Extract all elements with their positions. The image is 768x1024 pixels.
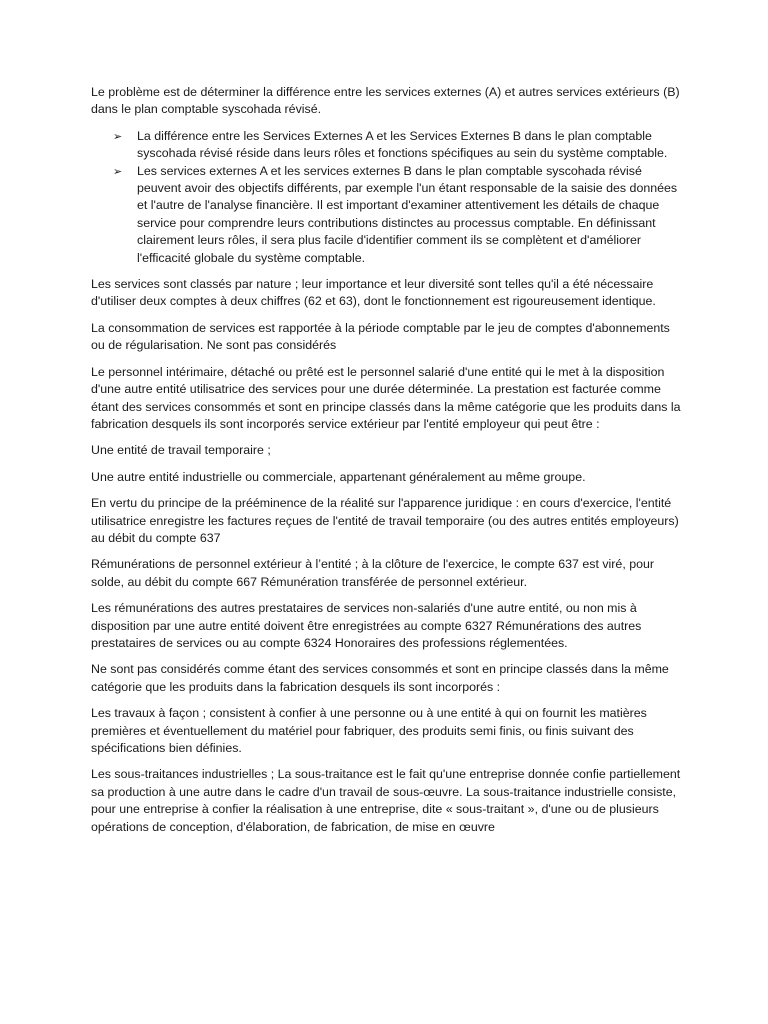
paragraph: Les sous-traitances industrielles ; La sous-traitance est le fait qu'une entreprise donnée confie partiellement sa production à une autre dans le cadre d'un travail de sous-œuvre. La sous-traitance industrielle consiste, pour une entreprise à confier la réalisation à une entreprise, dite « sous-traitant », d'une ou de plusieurs opérations de conception, d'élaboration, de fabrication, de mise en œuvre xyxy=(91,767,681,834)
paragraph: Les rémunérations des autres prestataires de services non-salariés d'une autre entité, ou non mis à disposition par une autre entité doivent être enregistrées au compte 6327 Rémunérations des autres prestataires de services ou au compte 6324 Honoraires des professions réglementées. xyxy=(91,601,642,650)
paragraph: En vertu du principe de la prééminence de la réalité sur l'apparence juridique : en cours d'exercice, l'entité utilisatrice enregistre les factures reçues de l'entité de travail temporaire (ou des autres entités employeurs) au débit du compte 637 xyxy=(91,496,679,545)
paragraph: La consommation de services est rapportée à la période comptable par le jeu de comptes d'abonnements ou de régularisation. Ne sont pas considérés xyxy=(91,320,670,353)
bullet-list xyxy=(91,128,683,267)
paragraph: Rémunérations de personnel extérieur à l’entité ; à la clôture de l'exercice, le compte 637 est viré, pour solde, au débit du compte 667 Rémunération transférée de personnel extérieur. xyxy=(91,557,654,589)
arrow-bullet-icon: ➢ xyxy=(113,164,123,178)
paragraph: Ne sont pas considérés comme étant des services consommés et sont en principe classés dans la même catégorie que les produits dans la fabrication desquels ils sont incorporés : xyxy=(91,662,669,694)
paragraph: Les services sont classés par nature ; leur importance et leur diversité sont telles qu'il a été nécessaire d'utiliser deux comptes à deux chiffres (62 et 63), dont le fonctionnement est rigoureusement identique. xyxy=(91,277,656,309)
intro-paragraph: Le problème est de déterminer la différence entre les services externes (A) et autres services extérieurs (B) dans le plan comptable syscohada révisé. xyxy=(91,85,680,117)
bullet-item xyxy=(113,163,683,267)
paragraph: Le personnel intérimaire, détaché ou prêté est le personnel salarié d'une entité qui le met à la disposition d'une autre entité utilisatrice des services pour une durée déterminée. La prestation est facturée comme étant des services consommés et sont en principe classés dans la même catégorie que les produits dans la fabrication desquels ils sont incorporés service extérieur par l'entité employeur qui peut être : xyxy=(91,364,681,431)
bullet-text: Les services externes A et les services externes B dans le plan comptable syscohada révisé peuvent avoir des objectifs différents, par exemple l'un étant responsable de la saisie des données et l'autre de l'analyse financière. Il est important d'examiner attentivement les détails de chaque service pour comprendre leurs contributions distinctes au processus comptable. En définissant clairement leurs rôles, il sera plus facile d'identifier comment ils se complètent et d'améliorer l'efficacité globale du système comptable. xyxy=(137,163,678,265)
paragraph: Une entité de travail temporaire ; xyxy=(91,443,271,458)
paragraph: Les travaux à façon ; consistent à confier à une personne ou à une entité à qui on fournit les matières premières et éventuellement du matériel pour fabriquer, des produits semi finis, ou finis suivant des spécifications bien définies. xyxy=(91,706,647,755)
bullet-text: La différence entre les Services Externes A et les Services Externes B dans le plan comptable syscohada révisé réside dans leurs rôles et fonctions spécifiques au sein du système comptable. xyxy=(137,128,668,161)
paragraph: Une autre entité industrielle ou commerciale, appartenant généralement au même groupe. xyxy=(91,469,586,484)
document-page xyxy=(91,84,683,845)
bullet-item xyxy=(113,128,683,163)
arrow-bullet-icon: ➢ xyxy=(113,129,123,143)
